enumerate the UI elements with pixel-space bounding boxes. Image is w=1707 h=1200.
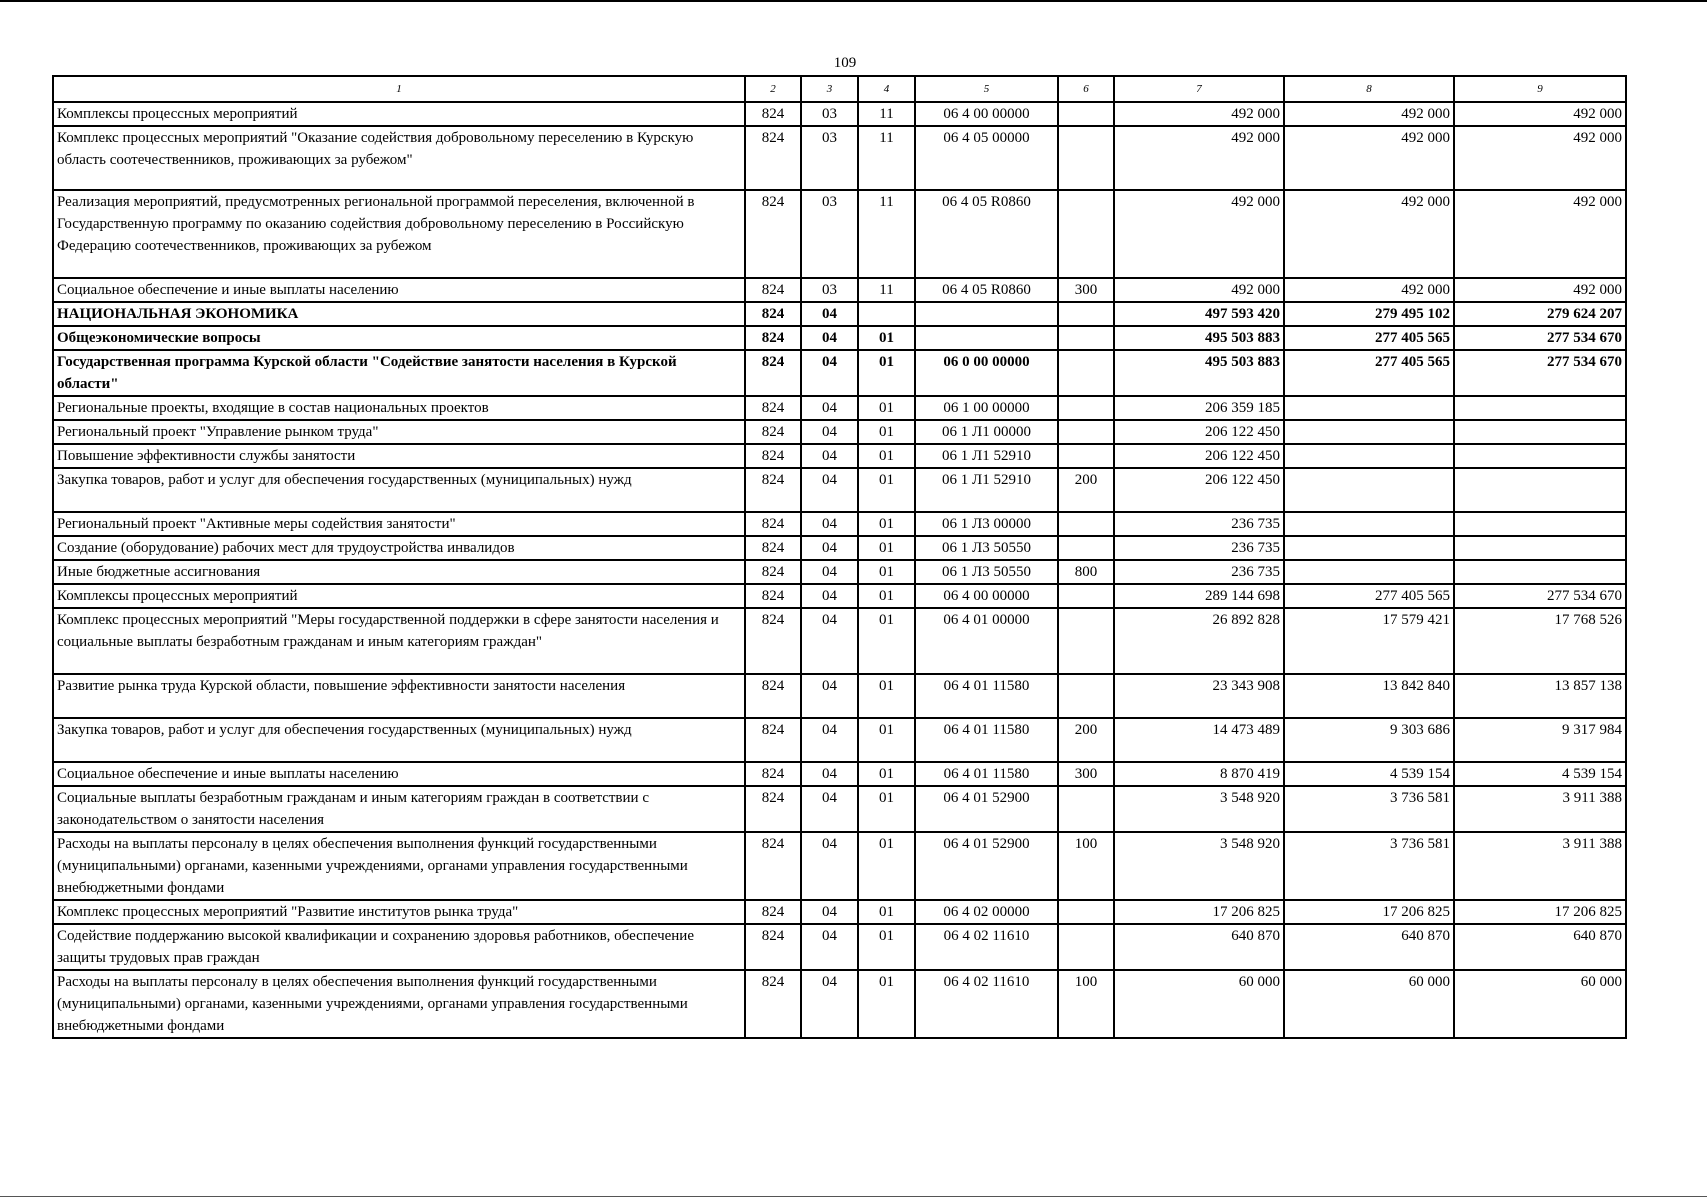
header-cell-9: 9 <box>1454 76 1626 102</box>
row-code-2-cell: 824 <box>745 350 801 396</box>
row-amount-9-cell <box>1454 396 1626 420</box>
row-code-3-cell: 04 <box>801 674 858 718</box>
row-amount-8-cell <box>1284 420 1454 444</box>
row-code-3-cell: 04 <box>801 608 858 674</box>
table-row <box>53 102 1626 126</box>
row-amount-7-cell: 492 000 <box>1114 102 1284 126</box>
row-amount-7-cell: 17 206 825 <box>1114 900 1284 924</box>
top-border-rule <box>0 0 1707 2</box>
table-row <box>53 420 1626 444</box>
row-code-5-cell: 06 4 01 11580 <box>915 718 1058 762</box>
row-code-5-cell: 06 4 05 R0860 <box>915 190 1058 278</box>
row-amount-8-cell <box>1284 560 1454 584</box>
row-code-2-cell: 824 <box>745 832 801 900</box>
row-code-3-cell: 04 <box>801 350 858 396</box>
row-amount-8-cell: 60 000 <box>1284 970 1454 1038</box>
row-code-5-cell: 06 4 02 00000 <box>915 900 1058 924</box>
row-amount-8-cell: 279 495 102 <box>1284 302 1454 326</box>
row-amount-7-cell: 492 000 <box>1114 126 1284 190</box>
row-code-5-cell: 06 4 01 52900 <box>915 786 1058 832</box>
row-code-2-cell: 824 <box>745 326 801 350</box>
row-code-3-cell: 04 <box>801 396 858 420</box>
row-code-5-cell: 06 1 Л1 00000 <box>915 420 1058 444</box>
row-amount-9-cell: 492 000 <box>1454 126 1626 190</box>
row-code-5-cell <box>915 302 1058 326</box>
row-amount-8-cell: 492 000 <box>1284 126 1454 190</box>
row-amount-7-cell: 236 735 <box>1114 560 1284 584</box>
row-code-3-cell: 03 <box>801 126 858 190</box>
table-row <box>53 444 1626 468</box>
row-name-cell: Государственная программа Курской области "Содействие занятости населения в Курской области" <box>53 350 745 396</box>
row-code-3-cell: 04 <box>801 560 858 584</box>
row-code-6-cell <box>1058 512 1114 536</box>
row-amount-7-cell: 236 735 <box>1114 512 1284 536</box>
row-code-5-cell: 06 4 01 11580 <box>915 674 1058 718</box>
row-code-5-cell: 06 1 00 00000 <box>915 396 1058 420</box>
table-body <box>53 102 1626 1038</box>
row-amount-8-cell <box>1284 536 1454 560</box>
table-row <box>53 278 1626 302</box>
table-row <box>53 584 1626 608</box>
row-code-2-cell: 824 <box>745 762 801 786</box>
row-code-3-cell: 04 <box>801 584 858 608</box>
row-name-cell: Реализация мероприятий, предусмотренных региональной программой переселения, включенной в Государственную программу по оказанию содействия добровольному переселению в Российскую Федерацию соотечественников, проживающих за рубежом <box>53 190 745 278</box>
row-code-2-cell: 824 <box>745 102 801 126</box>
row-amount-9-cell: 17 768 526 <box>1454 608 1626 674</box>
row-code-5-cell: 06 1 Л3 50550 <box>915 560 1058 584</box>
row-amount-7-cell: 497 593 420 <box>1114 302 1284 326</box>
row-code-6-cell: 300 <box>1058 762 1114 786</box>
row-amount-9-cell: 3 911 388 <box>1454 786 1626 832</box>
row-amount-7-cell: 206 122 450 <box>1114 444 1284 468</box>
row-code-6-cell: 800 <box>1058 560 1114 584</box>
row-code-6-cell <box>1058 350 1114 396</box>
row-code-6-cell <box>1058 900 1114 924</box>
row-name-cell: Социальные выплаты безработным гражданам и иным категориям граждан в соответствии с законодательством о занятости населения <box>53 786 745 832</box>
row-code-5-cell: 06 0 00 00000 <box>915 350 1058 396</box>
row-code-2-cell: 824 <box>745 444 801 468</box>
row-code-3-cell: 04 <box>801 444 858 468</box>
row-amount-9-cell <box>1454 444 1626 468</box>
row-code-3-cell: 04 <box>801 832 858 900</box>
header-row <box>53 76 1626 102</box>
row-amount-8-cell: 13 842 840 <box>1284 674 1454 718</box>
row-amount-7-cell: 236 735 <box>1114 536 1284 560</box>
row-code-5-cell: 06 1 Л1 52910 <box>915 468 1058 512</box>
row-code-6-cell <box>1058 786 1114 832</box>
table-row <box>53 350 1626 396</box>
row-amount-9-cell <box>1454 560 1626 584</box>
row-amount-9-cell: 492 000 <box>1454 190 1626 278</box>
row-code-3-cell: 03 <box>801 190 858 278</box>
row-code-3-cell: 04 <box>801 512 858 536</box>
row-amount-9-cell: 492 000 <box>1454 278 1626 302</box>
table-row <box>53 302 1626 326</box>
row-code-2-cell: 824 <box>745 302 801 326</box>
row-amount-8-cell: 9 303 686 <box>1284 718 1454 762</box>
row-name-cell: Закупка товаров, работ и услуг для обеспечения государственных (муниципальных) нужд <box>53 718 745 762</box>
row-code-5-cell: 06 4 02 11610 <box>915 924 1058 970</box>
row-code-2-cell: 824 <box>745 900 801 924</box>
row-name-cell: Комплекс процессных мероприятий "Оказание содействия добровольному переселению в Курскую область соотечественников, проживающих за рубежом" <box>53 126 745 190</box>
row-code-6-cell <box>1058 924 1114 970</box>
row-code-4-cell: 01 <box>858 718 915 762</box>
row-code-3-cell: 04 <box>801 718 858 762</box>
row-amount-7-cell: 495 503 883 <box>1114 326 1284 350</box>
page-number: 109 <box>833 55 857 71</box>
table-row <box>53 468 1626 512</box>
row-code-6-cell <box>1058 420 1114 444</box>
row-amount-8-cell: 3 736 581 <box>1284 786 1454 832</box>
row-code-3-cell: 03 <box>801 102 858 126</box>
row-code-6-cell: 200 <box>1058 718 1114 762</box>
row-code-4-cell: 01 <box>858 444 915 468</box>
header-cell-3: 3 <box>801 76 858 102</box>
row-amount-9-cell: 13 857 138 <box>1454 674 1626 718</box>
row-amount-7-cell: 206 359 185 <box>1114 396 1284 420</box>
row-name-cell: Общеэкономические вопросы <box>53 326 745 350</box>
row-code-2-cell: 824 <box>745 560 801 584</box>
row-amount-7-cell: 492 000 <box>1114 190 1284 278</box>
row-code-2-cell: 824 <box>745 126 801 190</box>
row-amount-8-cell: 640 870 <box>1284 924 1454 970</box>
row-code-6-cell: 100 <box>1058 832 1114 900</box>
row-code-3-cell: 04 <box>801 924 858 970</box>
table-row <box>53 190 1626 278</box>
row-name-cell: Создание (оборудование) рабочих мест для трудоустройства инвалидов <box>53 536 745 560</box>
row-amount-8-cell <box>1284 396 1454 420</box>
row-code-5-cell: 06 4 05 R0860 <box>915 278 1058 302</box>
row-code-3-cell: 04 <box>801 536 858 560</box>
row-code-5-cell: 06 1 Л3 50550 <box>915 536 1058 560</box>
row-name-cell: Комплексы процессных мероприятий <box>53 584 745 608</box>
row-name-cell: Расходы на выплаты персоналу в целях обеспечения выполнения функций государственными (муниципальными) органами, казенными учреждениями, органами управления государственными внебюджетными фондами <box>53 832 745 900</box>
row-name-cell: Социальное обеспечение и иные выплаты населению <box>53 278 745 302</box>
row-code-6-cell: 100 <box>1058 970 1114 1038</box>
row-name-cell: Региональный проект "Активные меры содействия занятости" <box>53 512 745 536</box>
row-code-6-cell <box>1058 302 1114 326</box>
row-code-6-cell: 200 <box>1058 468 1114 512</box>
row-code-3-cell: 04 <box>801 762 858 786</box>
row-amount-9-cell: 3 911 388 <box>1454 832 1626 900</box>
row-code-5-cell: 06 1 Л3 00000 <box>915 512 1058 536</box>
header-cell-7: 7 <box>1114 76 1284 102</box>
row-amount-7-cell: 206 122 450 <box>1114 420 1284 444</box>
row-code-4-cell: 01 <box>858 326 915 350</box>
row-code-4-cell: 01 <box>858 584 915 608</box>
row-code-4-cell: 01 <box>858 536 915 560</box>
row-amount-9-cell: 640 870 <box>1454 924 1626 970</box>
row-code-2-cell: 824 <box>745 584 801 608</box>
table-row <box>53 396 1626 420</box>
row-amount-8-cell <box>1284 468 1454 512</box>
row-name-cell: Социальное обеспечение и иные выплаты населению <box>53 762 745 786</box>
table-row <box>53 512 1626 536</box>
row-code-4-cell: 11 <box>858 126 915 190</box>
table-row <box>53 924 1626 970</box>
table-row <box>53 786 1626 832</box>
row-amount-8-cell: 492 000 <box>1284 190 1454 278</box>
row-code-4-cell: 01 <box>858 350 915 396</box>
row-code-3-cell: 03 <box>801 278 858 302</box>
row-code-2-cell: 824 <box>745 924 801 970</box>
row-code-2-cell: 824 <box>745 970 801 1038</box>
header-cell-6: 6 <box>1058 76 1114 102</box>
row-code-6-cell <box>1058 444 1114 468</box>
header-cell-1: 1 <box>53 76 745 102</box>
row-name-cell: Содействие поддержанию высокой квалификации и сохранению здоровья работников, обеспечение защиты трудовых прав граждан <box>53 924 745 970</box>
row-code-2-cell: 824 <box>745 420 801 444</box>
row-code-2-cell: 824 <box>745 278 801 302</box>
table-row <box>53 560 1626 584</box>
header-cell-5: 5 <box>915 76 1058 102</box>
row-code-5-cell: 06 4 01 11580 <box>915 762 1058 786</box>
row-code-4-cell: 01 <box>858 468 915 512</box>
row-code-2-cell: 824 <box>745 190 801 278</box>
row-code-5-cell: 06 4 00 00000 <box>915 584 1058 608</box>
row-amount-8-cell <box>1284 512 1454 536</box>
row-code-2-cell: 824 <box>745 396 801 420</box>
row-code-3-cell: 04 <box>801 326 858 350</box>
row-amount-9-cell: 277 534 670 <box>1454 350 1626 396</box>
row-code-2-cell: 824 <box>745 468 801 512</box>
row-amount-7-cell: 14 473 489 <box>1114 718 1284 762</box>
row-amount-8-cell <box>1284 444 1454 468</box>
table-row <box>53 832 1626 900</box>
row-amount-8-cell: 277 405 565 <box>1284 584 1454 608</box>
row-code-3-cell: 04 <box>801 302 858 326</box>
row-code-3-cell: 04 <box>801 468 858 512</box>
table-row <box>53 718 1626 762</box>
row-code-5-cell: 06 4 02 11610 <box>915 970 1058 1038</box>
row-code-4-cell: 01 <box>858 420 915 444</box>
row-code-6-cell <box>1058 396 1114 420</box>
row-amount-8-cell: 17 579 421 <box>1284 608 1454 674</box>
row-amount-7-cell: 3 548 920 <box>1114 786 1284 832</box>
budget-table <box>52 75 1627 1039</box>
row-code-5-cell: 06 4 01 00000 <box>915 608 1058 674</box>
row-code-5-cell: 06 4 01 52900 <box>915 832 1058 900</box>
row-amount-7-cell: 495 503 883 <box>1114 350 1284 396</box>
row-amount-8-cell: 277 405 565 <box>1284 326 1454 350</box>
row-code-6-cell <box>1058 102 1114 126</box>
header-cell-2: 2 <box>745 76 801 102</box>
row-code-6-cell <box>1058 326 1114 350</box>
row-amount-9-cell <box>1454 468 1626 512</box>
row-code-6-cell <box>1058 608 1114 674</box>
row-amount-9-cell: 60 000 <box>1454 970 1626 1038</box>
row-code-2-cell: 824 <box>745 718 801 762</box>
row-code-4-cell: 11 <box>858 102 915 126</box>
row-code-3-cell: 04 <box>801 420 858 444</box>
row-code-2-cell: 824 <box>745 786 801 832</box>
row-amount-7-cell: 60 000 <box>1114 970 1284 1038</box>
row-amount-8-cell: 492 000 <box>1284 278 1454 302</box>
row-code-5-cell: 06 1 Л1 52910 <box>915 444 1058 468</box>
row-amount-9-cell: 9 317 984 <box>1454 718 1626 762</box>
row-name-cell: Региональные проекты, входящие в состав национальных проектов <box>53 396 745 420</box>
row-code-3-cell: 04 <box>801 900 858 924</box>
row-amount-8-cell: 17 206 825 <box>1284 900 1454 924</box>
row-amount-9-cell <box>1454 420 1626 444</box>
table-row <box>53 126 1626 190</box>
row-amount-8-cell: 4 539 154 <box>1284 762 1454 786</box>
row-name-cell: Повышение эффективности службы занятости <box>53 444 745 468</box>
row-amount-8-cell: 277 405 565 <box>1284 350 1454 396</box>
row-code-6-cell <box>1058 584 1114 608</box>
row-code-6-cell: 300 <box>1058 278 1114 302</box>
row-amount-7-cell: 640 870 <box>1114 924 1284 970</box>
row-code-5-cell: 06 4 00 00000 <box>915 102 1058 126</box>
row-name-cell: Комплекс процессных мероприятий "Развитие институтов рынка труда" <box>53 900 745 924</box>
row-amount-7-cell: 26 892 828 <box>1114 608 1284 674</box>
row-amount-9-cell: 277 534 670 <box>1454 584 1626 608</box>
row-code-6-cell <box>1058 190 1114 278</box>
row-name-cell: Комплексы процессных мероприятий <box>53 102 745 126</box>
table-row <box>53 762 1626 786</box>
row-amount-9-cell <box>1454 536 1626 560</box>
header-cell-8: 8 <box>1284 76 1454 102</box>
row-name-cell: Развитие рынка труда Курской области, повышение эффективности занятости населения <box>53 674 745 718</box>
row-code-4-cell: 01 <box>858 832 915 900</box>
row-name-cell: Региональный проект "Управление рынком труда" <box>53 420 745 444</box>
row-code-3-cell: 04 <box>801 786 858 832</box>
row-amount-9-cell: 279 624 207 <box>1454 302 1626 326</box>
row-code-4-cell: 11 <box>858 190 915 278</box>
table-row <box>53 608 1626 674</box>
row-code-5-cell: 06 4 05 00000 <box>915 126 1058 190</box>
row-code-5-cell <box>915 326 1058 350</box>
row-name-cell: Комплекс процессных мероприятий "Меры государственной поддержки в сфере занятости населения и социальные выплаты безработным гражданам и иным категориям граждан" <box>53 608 745 674</box>
table-row <box>53 536 1626 560</box>
row-code-6-cell <box>1058 674 1114 718</box>
row-code-2-cell: 824 <box>745 674 801 718</box>
row-code-4-cell: 01 <box>858 970 915 1038</box>
row-amount-7-cell: 8 870 419 <box>1114 762 1284 786</box>
row-code-2-cell: 824 <box>745 512 801 536</box>
table-row <box>53 970 1626 1038</box>
row-code-4-cell <box>858 302 915 326</box>
row-amount-9-cell <box>1454 512 1626 536</box>
row-name-cell: Иные бюджетные ассигнования <box>53 560 745 584</box>
row-code-4-cell: 01 <box>858 924 915 970</box>
row-code-6-cell <box>1058 536 1114 560</box>
row-code-3-cell: 04 <box>801 970 858 1038</box>
row-amount-9-cell: 277 534 670 <box>1454 326 1626 350</box>
row-code-4-cell: 01 <box>858 560 915 584</box>
table-row <box>53 674 1626 718</box>
row-code-4-cell: 01 <box>858 900 915 924</box>
row-amount-9-cell: 4 539 154 <box>1454 762 1626 786</box>
header-cell-4: 4 <box>858 76 915 102</box>
row-code-2-cell: 824 <box>745 608 801 674</box>
row-name-cell: Расходы на выплаты персоналу в целях обеспечения выполнения функций государственными (муниципальными) органами, казенными учреждениями, органами управления государственными внебюджетными фондами <box>53 970 745 1038</box>
row-code-4-cell: 01 <box>858 396 915 420</box>
row-code-4-cell: 01 <box>858 786 915 832</box>
row-code-4-cell: 11 <box>858 278 915 302</box>
row-amount-9-cell: 492 000 <box>1454 102 1626 126</box>
row-name-cell: Закупка товаров, работ и услуг для обеспечения государственных (муниципальных) нужд <box>53 468 745 512</box>
row-code-2-cell: 824 <box>745 536 801 560</box>
row-code-4-cell: 01 <box>858 512 915 536</box>
row-amount-9-cell: 17 206 825 <box>1454 900 1626 924</box>
bottom-border-rule <box>0 1196 1707 1197</box>
row-name-cell: НАЦИОНАЛЬНАЯ ЭКОНОМИКА <box>53 302 745 326</box>
row-amount-8-cell: 3 736 581 <box>1284 832 1454 900</box>
row-amount-7-cell: 289 144 698 <box>1114 584 1284 608</box>
row-amount-8-cell: 492 000 <box>1284 102 1454 126</box>
row-code-4-cell: 01 <box>858 608 915 674</box>
row-code-4-cell: 01 <box>858 674 915 718</box>
table-row <box>53 900 1626 924</box>
row-amount-7-cell: 492 000 <box>1114 278 1284 302</box>
row-code-6-cell <box>1058 126 1114 190</box>
row-amount-7-cell: 206 122 450 <box>1114 468 1284 512</box>
table-row <box>53 326 1626 350</box>
row-amount-7-cell: 23 343 908 <box>1114 674 1284 718</box>
row-amount-7-cell: 3 548 920 <box>1114 832 1284 900</box>
row-code-4-cell: 01 <box>858 762 915 786</box>
